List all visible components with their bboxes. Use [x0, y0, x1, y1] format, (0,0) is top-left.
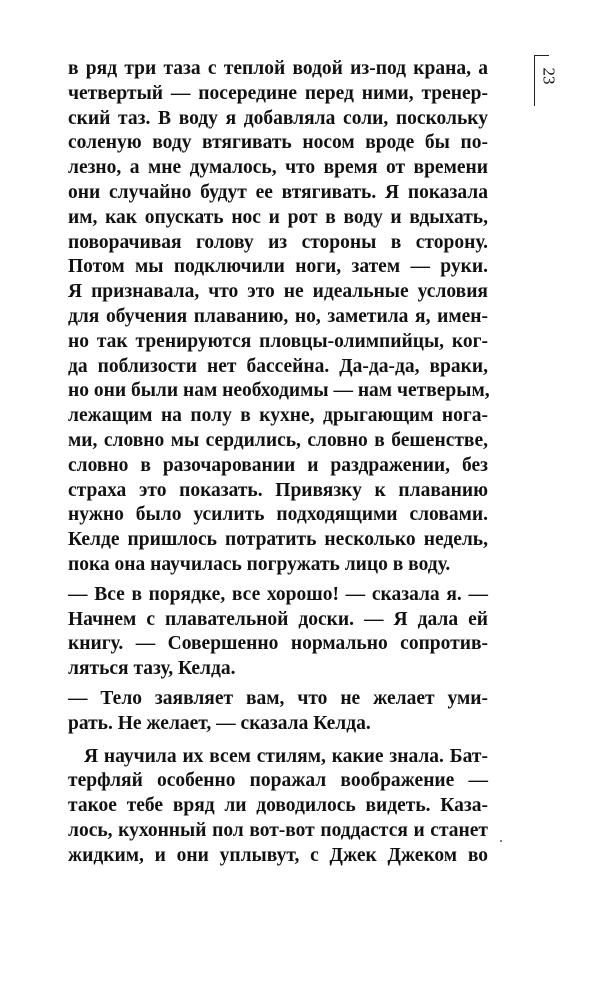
paragraph: [68, 57, 488, 578]
text-line: лось, кухонный пол вот-вот поддастся и станет: [68, 819, 488, 841]
text-line: словно в разочаровании и раздражении, без: [68, 454, 488, 476]
paragraph: [68, 745, 488, 869]
paragraph: [68, 687, 488, 737]
text-line: для обучения плаванию, но, заметила я, имен-: [68, 305, 488, 327]
body-text: [68, 57, 488, 869]
text-line: — Все в порядке, все хорошо! — сказала я. —: [68, 583, 488, 605]
text-line: им, как опускать нос и рот в воду и вдыхать,: [68, 206, 488, 228]
text-line: терфляй особенно поражал воображение —: [68, 770, 488, 792]
text-line: жидким, и они уплывут, с Джек Джеком во: [68, 844, 488, 866]
text-line: нужно было усилить подходящими словами.: [68, 504, 488, 526]
text-line: Я научила их всем стилям, какие знала. Бат-: [84, 745, 488, 767]
text-line: Я признавала, что это не идеальные условия: [68, 281, 488, 303]
text-line: но так тренируются пловцы-олимпийцы, ког-: [68, 330, 488, 352]
text-line: соленую воду втягивать носом вроде бы по-: [68, 132, 488, 154]
text-line: Потом мы подключили ноги, затем — руки.: [68, 256, 488, 278]
text-line: — Тело заявляет вам, что не желает уми-: [68, 687, 488, 709]
text-line: Начнем с плавательной доски. — Я дала ей: [68, 608, 488, 630]
text-line: они случайно будут ее втягивать. Я показала: [68, 181, 488, 203]
text-line: ский таз. В воду я добавляла соли, поскольку: [68, 107, 488, 129]
text-line: такое тебе вряд ли доводилось видеть. Каза-: [68, 795, 488, 817]
text-line: страха это показать. Привязку к плаванию: [68, 479, 488, 501]
text-line: ляться тазу, Келда.: [68, 658, 236, 680]
paragraph-gap: [68, 737, 488, 745]
text-line: книгу. — Совершенно нормально сопротив-: [68, 633, 488, 655]
text-line: но они были нам необходимы — нам четверым,: [68, 380, 490, 402]
text-line: лежащим на полу в кухне, дрыгающим нога-: [68, 405, 488, 427]
text-line: пока она научилась погружать лицо в воду.: [68, 553, 451, 575]
page-number: 23: [539, 67, 559, 85]
text-line: в ряд три таза с теплой водой из-под крана, а: [68, 58, 488, 79]
text-line: поворачивая голову из стороны в сторону.: [68, 231, 488, 253]
scan-speck: [500, 840, 502, 842]
text-line: рать. Не желает, — сказала Келда.: [68, 712, 371, 734]
text-line: четвертый — посередине перед ними, тренер-: [68, 82, 488, 104]
paragraph: [68, 583, 488, 682]
text-line: лезно, а мне думалось, что время от времени: [68, 157, 488, 179]
text-line: ми, словно мы сердились, словно в бешенстве,: [68, 429, 488, 451]
text-line: Келде пришлось потратить несколько недель,: [68, 529, 488, 551]
text-line: да поблизости нет бассейна. Да-да-да, враки,: [68, 355, 488, 377]
